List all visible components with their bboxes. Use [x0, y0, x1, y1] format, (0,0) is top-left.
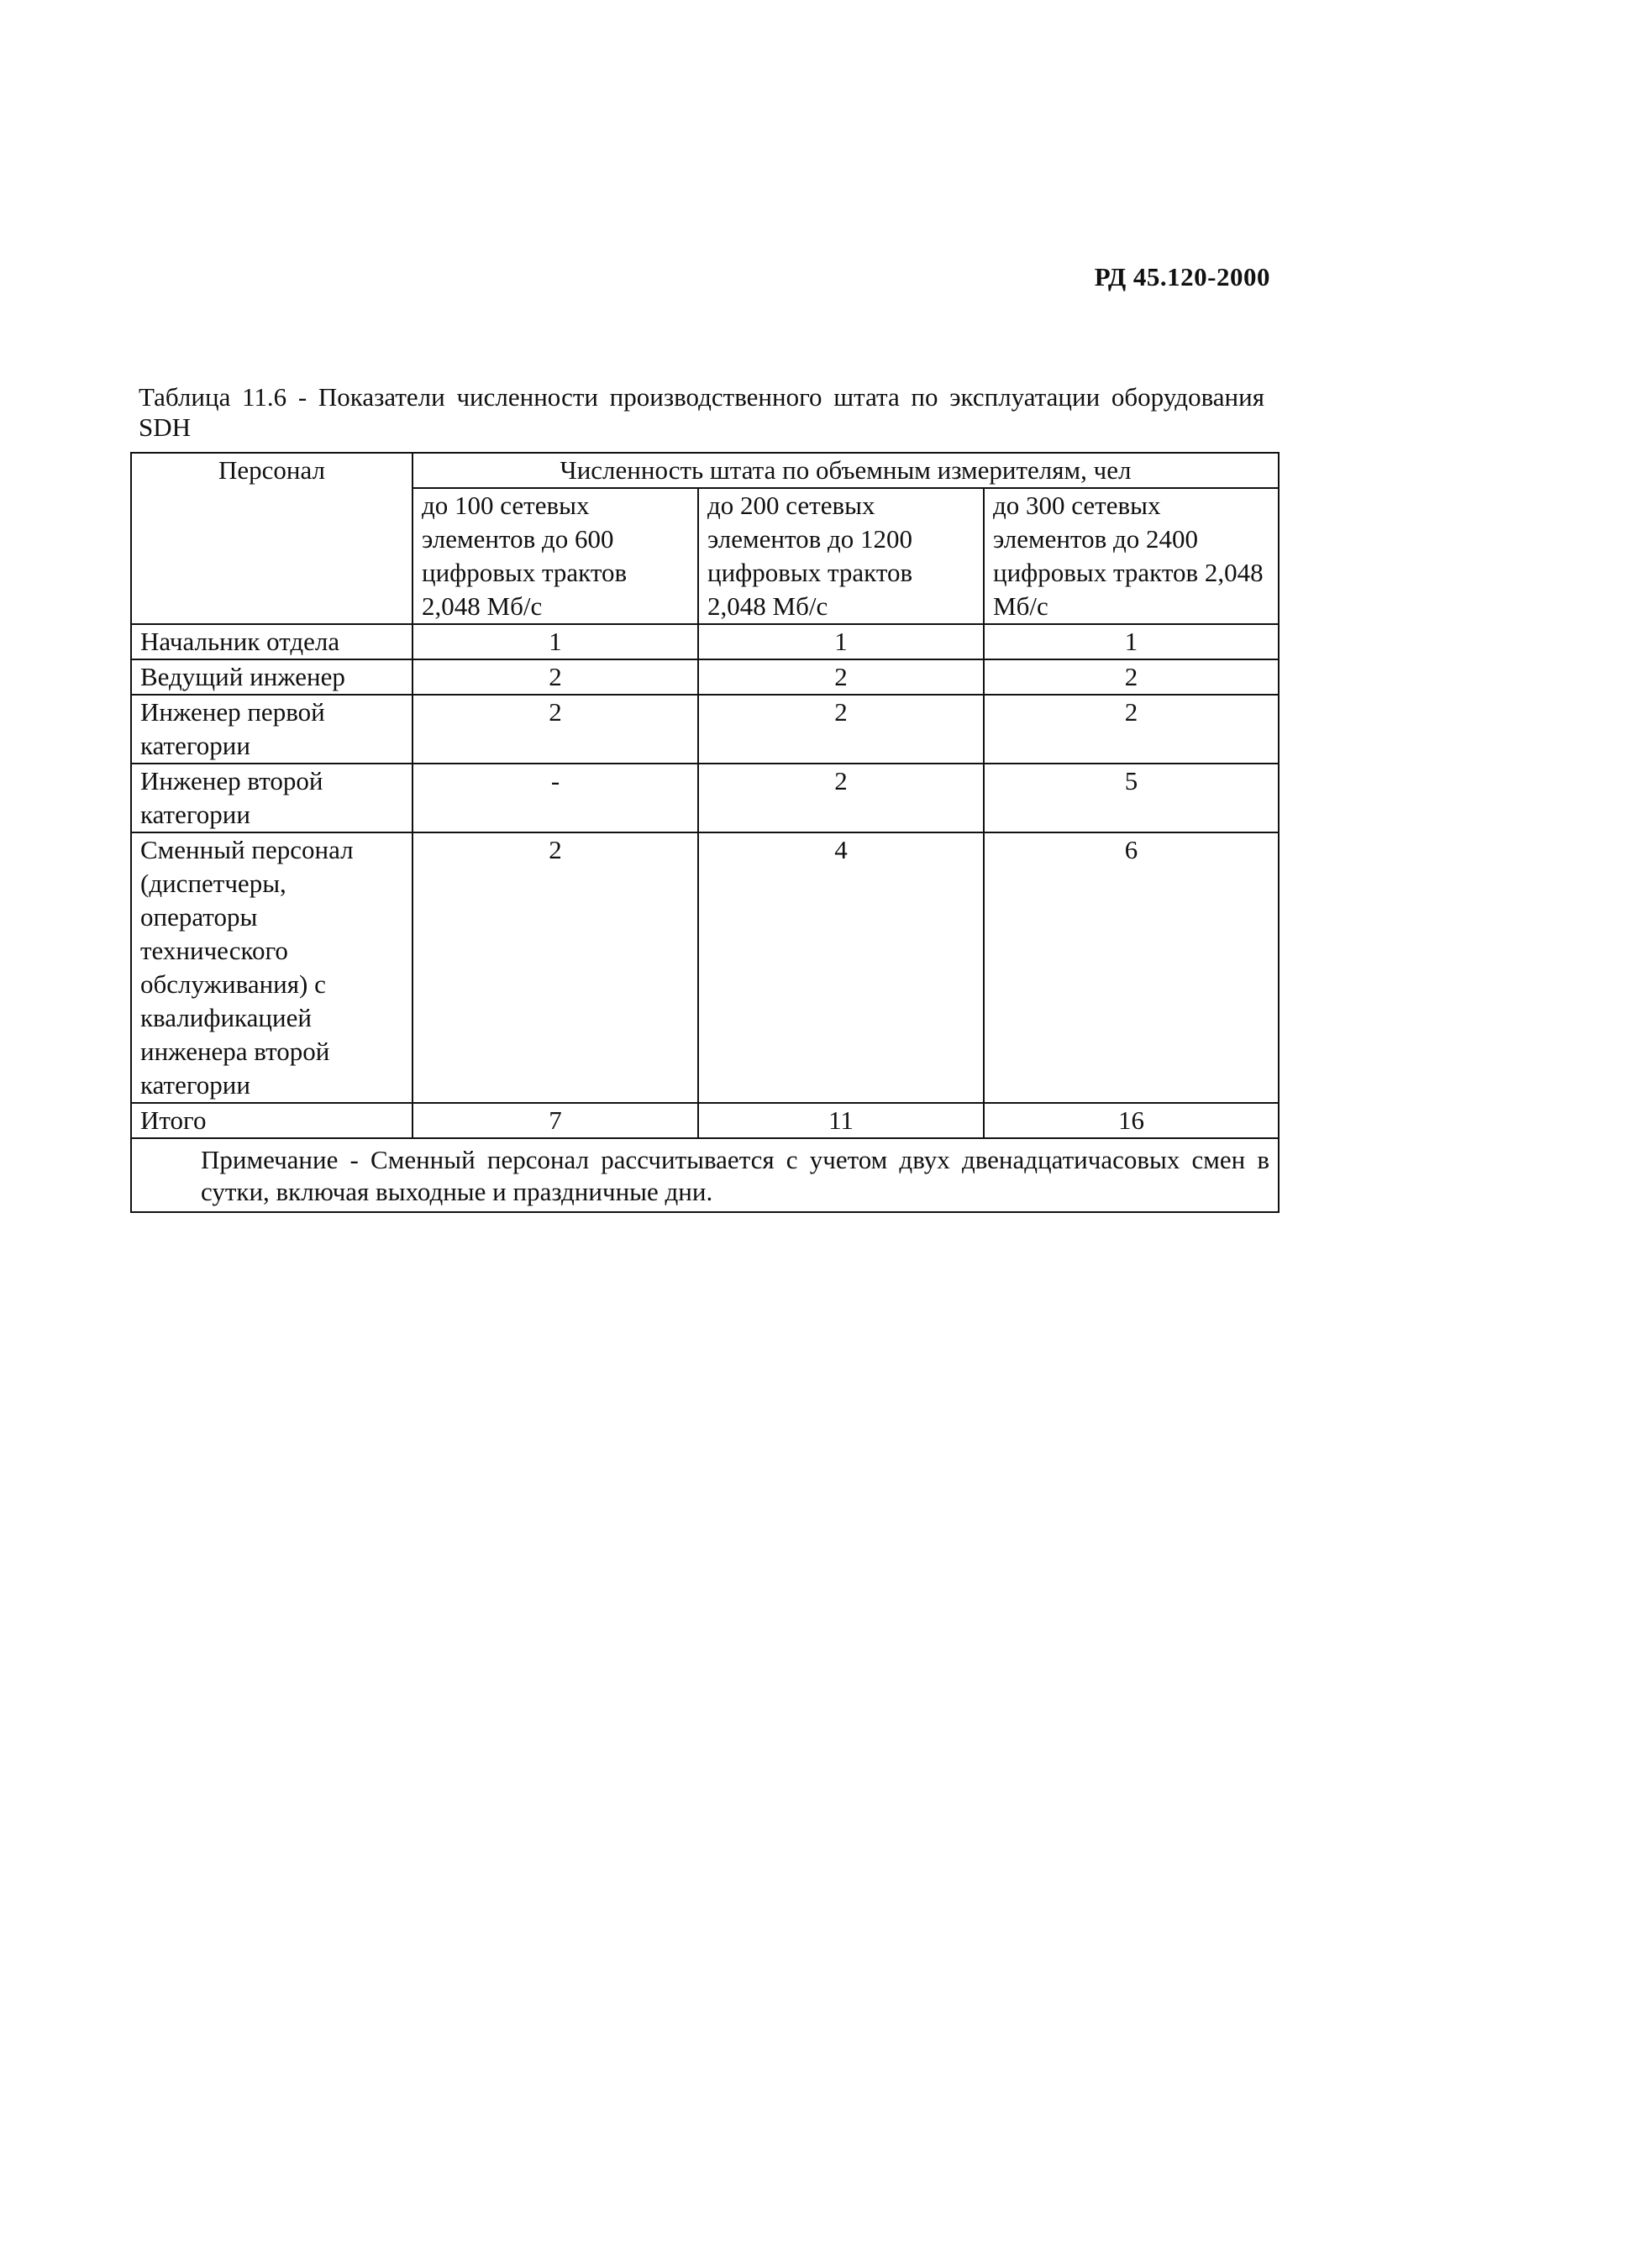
note-row — [131, 1138, 1279, 1212]
column-header-200: до 200 сетевых элементов до 1200 цифровых трактов 2,048 Мб/с — [698, 488, 984, 624]
table-header-row — [131, 453, 1279, 488]
staffing-table — [130, 452, 1280, 1213]
row-value: 2 — [413, 695, 698, 764]
row-value: 2 — [698, 695, 984, 764]
total-row — [131, 1103, 1279, 1138]
row-value: 2 — [984, 659, 1279, 695]
column-header-300: до 300 сетевых элементов до 2400 цифровых трактов 2,048 Мб/с — [984, 488, 1279, 624]
row-label: Инженер первой категории — [131, 695, 413, 764]
row-value: 5 — [984, 764, 1279, 832]
row-label: Начальник отдела — [131, 624, 413, 659]
row-value: 1 — [413, 624, 698, 659]
row-value: 1 — [984, 624, 1279, 659]
row-value: 2 — [698, 764, 984, 832]
document-code: РД 45.120-2000 — [1094, 262, 1270, 291]
row-value: 2 — [698, 659, 984, 695]
row-label: Инженер второй категории — [131, 764, 413, 832]
table-caption: Таблица 11.6 - Показатели численности производственного штата по эксплуатации оборудования SDH — [139, 382, 1264, 442]
table-row — [131, 624, 1279, 659]
table-row — [131, 659, 1279, 695]
row-value: 6 — [984, 832, 1279, 1103]
row-label: Сменный персонал (диспетчеры, операторы технического обслуживания) с квалификацией инженера второй категории — [131, 832, 413, 1103]
staff-count-group-header: Численность штата по объемным измерителям, чел — [413, 453, 1279, 488]
table-row — [131, 764, 1279, 832]
table-note: Примечание - Сменный персонал рассчитывается с учетом двух двенадцатичасовых смен в сутки, включая выходные и праздничные дни. — [201, 1145, 1270, 1206]
row-value: 2 — [984, 695, 1279, 764]
total-value: 11 — [698, 1103, 984, 1138]
note-cell — [131, 1138, 1279, 1212]
table-row — [131, 695, 1279, 764]
row-value: 2 — [413, 659, 698, 695]
personnel-column-header: Персонал — [131, 453, 413, 624]
column-header-100: до 100 сетевых элементов до 600 цифровых трактов 2,048 Мб/с — [413, 488, 698, 624]
row-value: 2 — [413, 832, 698, 1103]
total-value: 7 — [413, 1103, 698, 1138]
table-row — [131, 832, 1279, 1103]
row-value: 4 — [698, 832, 984, 1103]
total-value: 16 — [984, 1103, 1279, 1138]
row-value: - — [413, 764, 698, 832]
row-value: 1 — [698, 624, 984, 659]
row-label: Ведущий инженер — [131, 659, 413, 695]
total-label: Итого — [131, 1103, 413, 1138]
